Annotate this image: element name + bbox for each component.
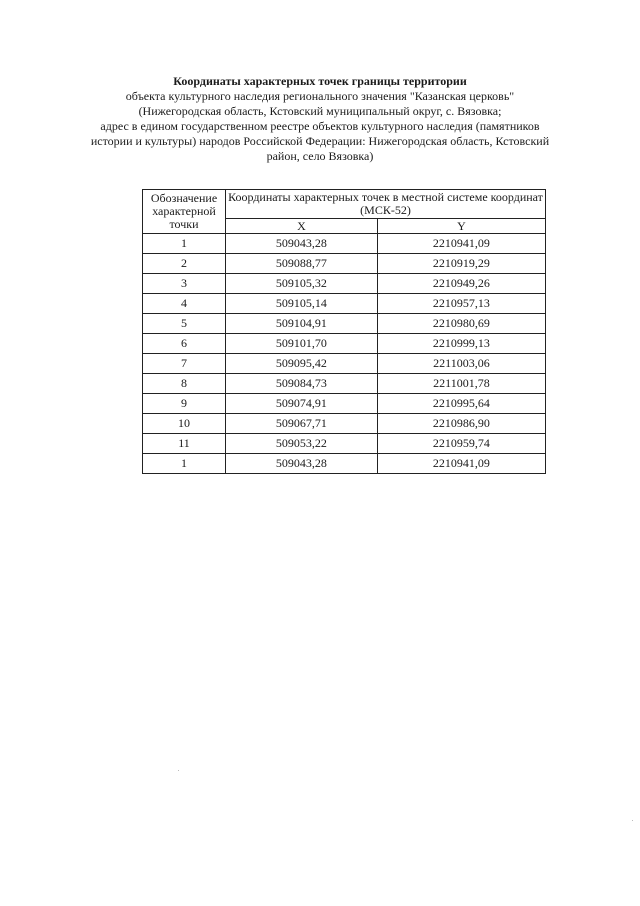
x-cell: 509088,77 [226,254,378,274]
table-row [143,454,546,474]
table-row [143,394,546,414]
x-cell: 509095,42 [226,354,378,374]
subtitle-line: (Нижегородская область, Кстовский муниципальный округ, с. Вязовка; [138,104,502,118]
subtitle-line: район, село Вязовка) [266,149,374,163]
point-cell: 9 [143,394,226,414]
table-row [143,334,546,354]
table-row [143,314,546,334]
subtitle-line: истории и культуры) народов Российской Федерации: Нижегородская область, Кстовский [90,134,550,148]
x-cell: 509043,28 [226,454,378,474]
scan-speck [632,820,633,821]
table-row [143,234,546,254]
y-column-header: Y [377,219,545,234]
y-cell: 2210986,90 [377,414,545,434]
y-cell: 2211003,06 [377,354,545,374]
point-cell: 2 [143,254,226,274]
y-cell: 2211001,78 [377,374,545,394]
table-body [143,234,546,474]
point-cell: 11 [143,434,226,454]
x-cell: 509104,91 [226,314,378,334]
table-row [143,434,546,454]
x-cell: 509101,70 [226,334,378,354]
coordinates-column-header: Координаты характерных точек в местной системе координат (МСК-52) [226,190,546,219]
table-row [143,354,546,374]
x-cell: 509105,32 [226,274,378,294]
y-cell: 2210957,13 [377,294,545,314]
y-cell: 2210995,64 [377,394,545,414]
document-title: Координаты характерных точек границы территории [173,74,467,88]
x-column-header: X [226,219,378,234]
point-cell: 1 [143,454,226,474]
y-cell: 2210949,26 [377,274,545,294]
coordinates-table [142,189,546,474]
table-row [143,254,546,274]
y-cell: 2210999,13 [377,334,545,354]
x-cell: 509074,91 [226,394,378,414]
point-cell: 10 [143,414,226,434]
point-cell: 1 [143,234,226,254]
point-cell: 6 [143,334,226,354]
y-cell: 2210919,29 [377,254,545,274]
document-heading [60,74,580,164]
table-header-row [143,190,546,219]
x-cell: 509067,71 [226,414,378,434]
y-cell: 2210959,74 [377,434,545,454]
table-row [143,414,546,434]
subtitle-line: объекта культурного наследия регионального значения "Казанская церковь" [125,89,515,103]
table-row [143,294,546,314]
y-cell: 2210980,69 [377,314,545,334]
y-cell: 2210941,09 [377,234,545,254]
table-row [143,374,546,394]
scan-speck [178,770,179,771]
point-cell: 4 [143,294,226,314]
subtitle-line: адрес в едином государственном реестре объектов культурного наследия (памятников [100,119,540,133]
table-row [143,274,546,294]
point-cell: 8 [143,374,226,394]
point-cell: 7 [143,354,226,374]
x-cell: 509084,73 [226,374,378,394]
x-cell: 509043,28 [226,234,378,254]
point-column-header: Обозначение характерной точки [143,190,226,234]
y-cell: 2210941,09 [377,454,545,474]
x-cell: 509053,22 [226,434,378,454]
point-cell: 5 [143,314,226,334]
x-cell: 509105,14 [226,294,378,314]
point-cell: 3 [143,274,226,294]
